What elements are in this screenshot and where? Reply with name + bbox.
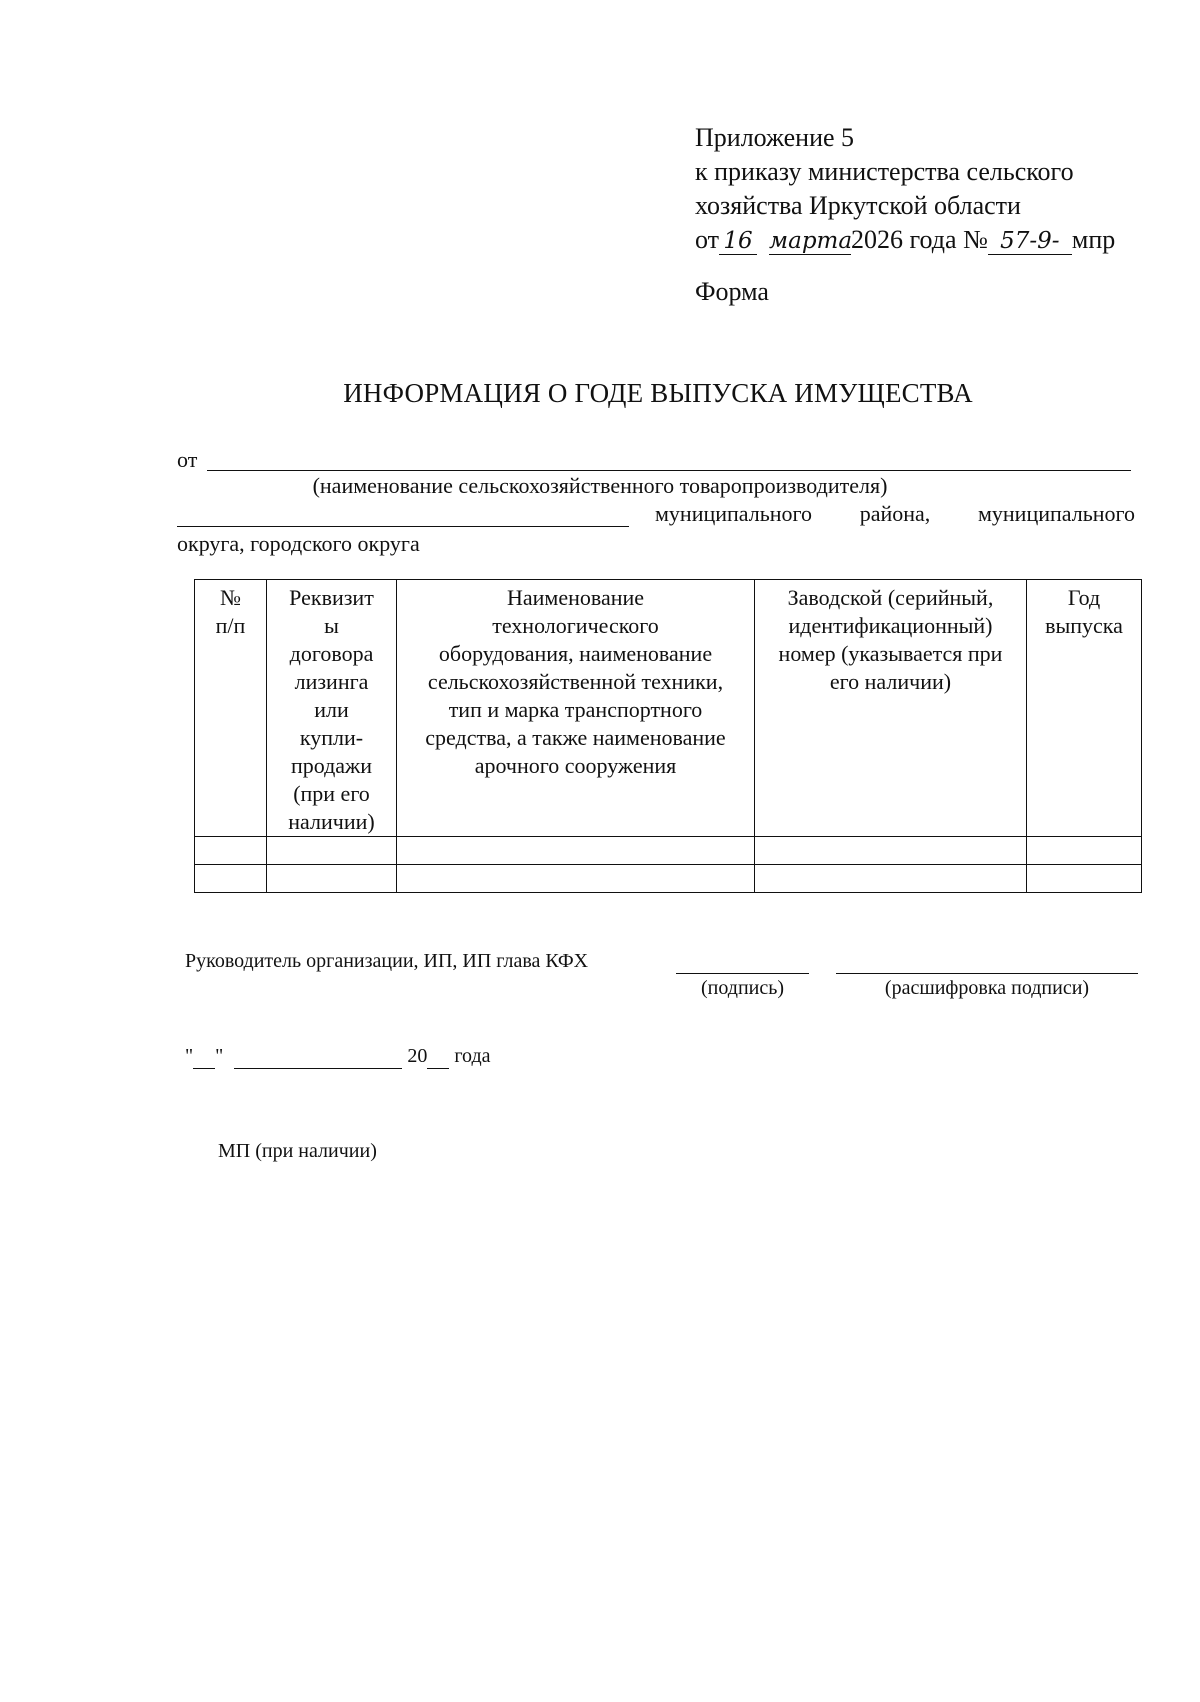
producer-name-field[interactable]	[207, 470, 1131, 471]
order-number-handwritten: 57-9-	[988, 228, 1072, 255]
order-suffix: мпр	[1071, 225, 1116, 254]
signing-year-prefix: 20	[407, 1045, 428, 1067]
signature-decode-field[interactable]	[836, 973, 1138, 974]
table-cell[interactable]	[1027, 865, 1142, 893]
signing-year-suffix: года	[454, 1045, 491, 1067]
table-cell[interactable]	[195, 865, 267, 893]
date-close-quote: "	[215, 1045, 224, 1067]
table-row	[195, 837, 1142, 865]
form-label: Форма	[695, 277, 769, 306]
table-cell[interactable]	[267, 865, 397, 893]
appendix-line-order: к приказу министерства сельского	[695, 157, 1074, 186]
signing-day-field[interactable]	[193, 1045, 215, 1069]
col-header-equipment: Наименование технологического оборудования, наименование сельскохозяйственной техники, тип и марка транспортного средства, а также наименование арочного сооружения	[397, 580, 755, 837]
district-word-1: муниципального	[655, 501, 813, 526]
table-cell[interactable]	[397, 865, 755, 893]
signature-field[interactable]	[676, 973, 809, 974]
table-header-row	[195, 580, 1142, 837]
date-month-handwritten: марта	[769, 228, 853, 254]
district-name-field[interactable]	[177, 526, 629, 527]
table-cell[interactable]	[195, 837, 267, 865]
appendix-title: Приложение 5	[695, 123, 855, 152]
date-open-quote: "	[185, 1045, 194, 1067]
producer-caption: (наименование сельскохозяйственного товаропроизводителя)	[312, 473, 888, 498]
document-title: ИНФОРМАЦИЯ О ГОДЕ ВЫПУСКА ИМУЩЕСТВА	[343, 378, 973, 408]
table-cell[interactable]	[755, 865, 1027, 893]
col-header-serial: Заводской (серийный, идентификационный) номер (указывается при его наличии)	[755, 580, 1027, 837]
signature-decode-caption: (расшифровка подписи)	[884, 977, 1090, 999]
date-day-handwritten: 16	[719, 228, 757, 255]
table-cell[interactable]	[267, 837, 397, 865]
col-header-year: Год выпуска	[1027, 580, 1142, 837]
stamp-label: МП (при наличии)	[218, 1140, 377, 1162]
date-year-text: 2026 года №	[851, 225, 988, 254]
signature-caption: (подпись)	[700, 977, 785, 999]
district-words	[655, 500, 1135, 528]
district-word-2: района,	[859, 501, 931, 526]
signing-year-field[interactable]	[427, 1045, 449, 1069]
signing-month-field[interactable]	[234, 1045, 402, 1069]
table-cell[interactable]	[1027, 837, 1142, 865]
appendix-line-ministry: хозяйства Иркутской области	[695, 191, 1021, 220]
table-cell[interactable]	[397, 837, 755, 865]
col-header-contract: Реквизит ы договора лизинга или купли- продажи (при его наличии)	[267, 580, 397, 837]
district-continuation: округа, городского округа	[177, 531, 420, 556]
table-row	[195, 865, 1142, 893]
signatory-role: Руководитель организации, ИП, ИП глава КФХ	[185, 950, 589, 972]
signing-date-line	[185, 1045, 491, 1069]
table-cell[interactable]	[755, 837, 1027, 865]
from-prefix: от	[177, 447, 198, 472]
district-word-3: муниципального	[977, 501, 1135, 526]
property-year-table	[194, 579, 1142, 893]
appendix-date-line	[695, 223, 1115, 257]
col-header-number: № п/п	[195, 580, 267, 837]
date-prefix: от	[695, 225, 720, 254]
